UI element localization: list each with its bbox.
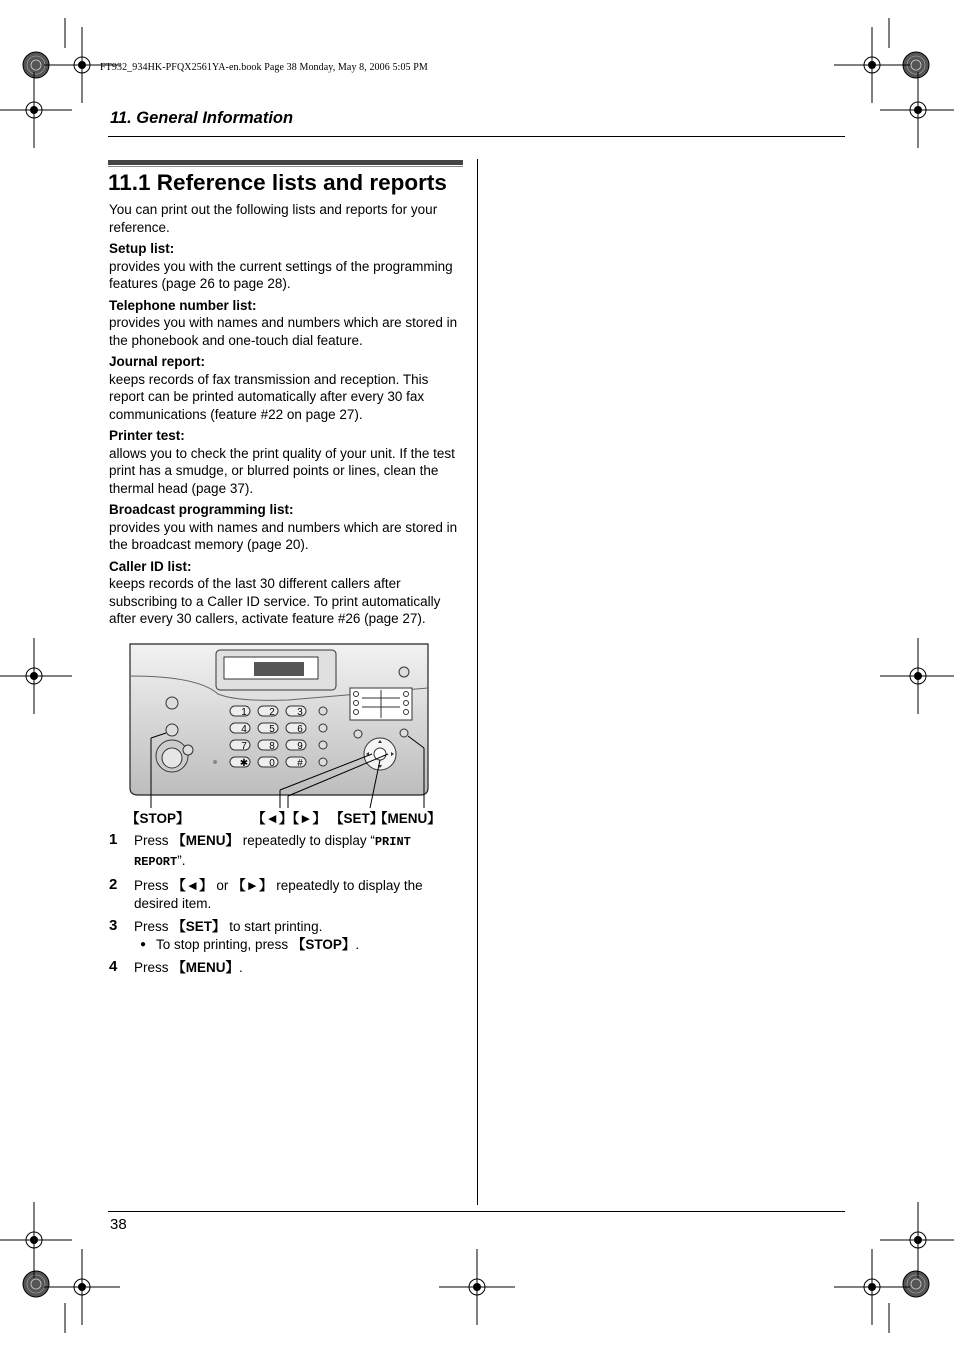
list-item xyxy=(109,297,463,350)
svg-text:2: 2 xyxy=(269,707,275,718)
step-number: 3 xyxy=(109,917,118,934)
svg-text:5: 5 xyxy=(269,724,275,735)
svg-text:9: 9 xyxy=(297,741,303,752)
stop-button-drawing xyxy=(166,724,178,736)
step-text: ”. xyxy=(177,852,186,868)
column-divider xyxy=(477,159,478,1205)
step-1 xyxy=(109,832,463,871)
set-key: 【SET】 xyxy=(172,919,226,934)
step-2 xyxy=(109,877,463,912)
step-text: Press xyxy=(134,960,173,975)
menu-key: 【MENU】 xyxy=(172,833,240,848)
header-rule xyxy=(108,136,845,137)
list-item xyxy=(109,501,463,554)
left-arrow-key: 【◄】 xyxy=(172,878,213,893)
control-panel-illustration xyxy=(108,640,468,830)
list-item xyxy=(109,240,463,293)
svg-text:4: 4 xyxy=(241,724,247,735)
item-term: Setup list: xyxy=(109,241,175,256)
list-item xyxy=(109,427,463,497)
item-term: Telephone number list: xyxy=(109,297,257,313)
step-text: repeatedly to display the desired item. xyxy=(134,878,423,911)
item-term: Caller ID list: xyxy=(109,558,192,574)
menu-key-label: 【MENU】 xyxy=(374,811,441,826)
item-desc: provides you with names and numbers which are stored in the broadcast memory (page 20). xyxy=(109,519,458,552)
step-text: Press xyxy=(134,833,173,848)
section-title-bar xyxy=(108,160,463,165)
step-text: Press xyxy=(134,878,173,893)
display-text: PRINT REPORT xyxy=(134,835,411,869)
svg-text:✱: ✱ xyxy=(239,758,249,769)
menu-key: 【MENU】 xyxy=(172,960,240,975)
intro-paragraph: You can print out the following lists and reports for your reference. xyxy=(109,202,438,235)
svg-text:8: 8 xyxy=(269,741,275,752)
step-bullet xyxy=(134,936,463,954)
bullet-text: To stop printing, press xyxy=(156,936,292,952)
item-desc: allows you to check the print quality of your unit. If the test print has a smudge, or blurred points or lines, clean the thermal head (page 37). xyxy=(109,445,455,496)
step-4 xyxy=(109,959,463,977)
menu-button-drawing xyxy=(400,729,408,737)
chapter-heading: 11. General Information xyxy=(110,109,294,127)
procedure-steps xyxy=(109,832,463,983)
section-title-bar-thin xyxy=(108,166,463,167)
item-desc: keeps records of fax transmission and reception. This report can be printed automatically after every 30 fax communications (feature #22 on page 27). xyxy=(109,371,429,422)
svg-text:6: 6 xyxy=(297,724,303,735)
stop-key: 【STOP】 xyxy=(291,936,356,952)
set-key-label: 【SET】 xyxy=(330,811,384,826)
item-term: Printer test: xyxy=(109,428,185,443)
svg-text:0: 0 xyxy=(269,758,275,769)
item-desc: provides you with the current settings of the programming features (page 26 to page 28). xyxy=(109,258,453,291)
step-number: 4 xyxy=(109,958,118,975)
item-term: Broadcast programming list: xyxy=(109,502,294,517)
step-text: to start printing. xyxy=(225,919,323,934)
bullet-icon: ● xyxy=(140,938,147,950)
right-arrow-key: 【►】 xyxy=(232,878,273,893)
item-term: Journal report: xyxy=(109,354,206,369)
list-item xyxy=(109,353,463,423)
svg-text:3: 3 xyxy=(297,707,303,718)
arrow-keys-label: 【◄】【►】 xyxy=(252,811,326,826)
svg-text:#: # xyxy=(297,758,303,769)
svg-text:7: 7 xyxy=(241,741,247,752)
control-panel-diagram xyxy=(108,640,468,830)
section-body xyxy=(109,201,463,632)
stop-key-label: 【STOP】 xyxy=(126,811,190,826)
bullet-text: . xyxy=(355,936,360,952)
step-text: repeatedly to display “ xyxy=(239,833,375,848)
svg-text:1: 1 xyxy=(241,707,247,718)
step-text: or xyxy=(212,878,233,893)
item-desc: provides you with names and numbers which are stored in the phonebook and one-touch dial feature. xyxy=(109,315,458,348)
step-text: . xyxy=(239,960,243,975)
set-button-drawing xyxy=(374,748,386,760)
section-title: 11.1 Reference lists and reports xyxy=(108,170,447,195)
step-number: 1 xyxy=(109,831,118,848)
footer-rule xyxy=(108,1211,845,1212)
print-metadata: FT932_934HK-PFQX2561YA-en.book Page 38 Monday, May 8, 2006 5:05 PM xyxy=(100,62,428,73)
item-desc: keeps records of the last 30 different callers after subscribing to a Caller ID service. To print automatically after every 30 callers, activate feature #26 (page 27). xyxy=(109,576,441,626)
page-number: 38 xyxy=(110,1216,127,1233)
list-item xyxy=(109,558,463,628)
step-3 xyxy=(109,918,463,953)
step-text: Press xyxy=(134,919,173,934)
step-number: 2 xyxy=(109,876,118,893)
